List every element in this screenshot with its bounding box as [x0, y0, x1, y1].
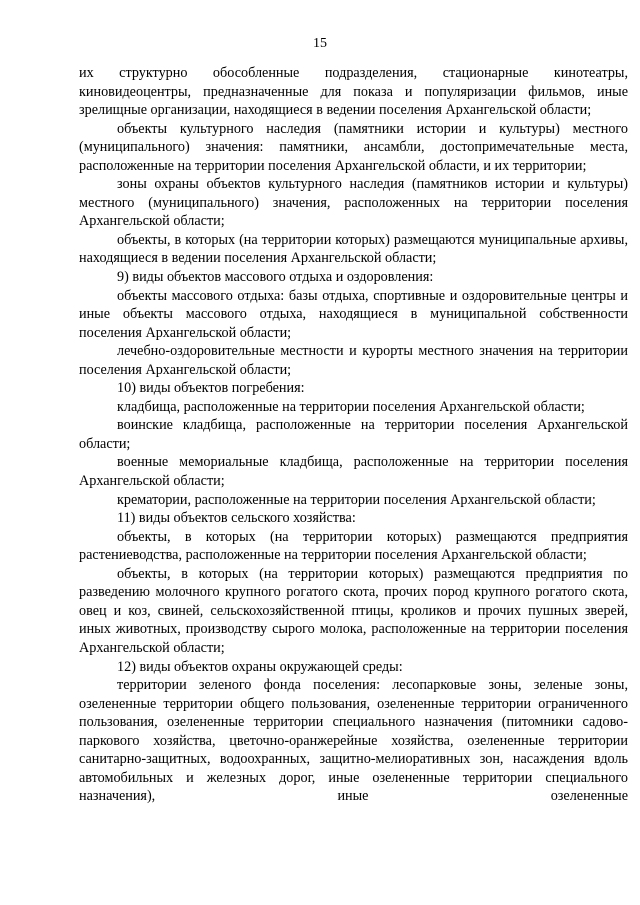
paragraph: крематории, расположенные на территории поселения Архангельской области;	[117, 491, 596, 508]
paragraph: их структурно обособленные подразделения, стационарные кинотеатры, киновидеоцентры, предназначенные для показа и популяризации фильмов, иные зрелищные организации, находящиеся в ведении поселения Архангельской области;	[79, 65, 628, 119]
document-body	[79, 64, 628, 806]
paragraph: объекты культурного наследия (памятники истории и культуры) местного (муниципального) значения: памятники, ансамбли, достопримечательные места, расположенные на территории поселения Архангельской области, и их территории;	[79, 120, 628, 174]
list-heading: 12) виды объектов охраны окружающей среды:	[117, 658, 403, 675]
list-heading: 10) виды объектов погребения:	[117, 380, 305, 397]
paragraph: кладбища, расположенные на территории поселения Архангельской области;	[117, 398, 585, 415]
list-heading: 11) виды объектов сельского хозяйства:	[117, 510, 356, 527]
paragraph: воинские кладбища, расположенные на территории поселения Архангельской области;	[79, 417, 628, 452]
paragraph: объекты, в которых (на территории которых) размещаются предприятия по разведению молочного крупного рогатого скота, прочих пород крупного рогатого скота, овец и коз, свиней, сельскохозяйственной птицы, кроликов и прочих пушных зверей, иных животных, производству сырого молока, расположенные на территории поселения Архангельской области;	[79, 565, 628, 656]
page-number: 15	[313, 36, 327, 51]
paragraph: объекты массового отдыха: базы отдыха, спортивные и оздоровительные центры и иные объекты массового отдыха, находящиеся в муниципальной собственности поселения Архангельской области;	[79, 287, 628, 341]
paragraph: территории зеленого фонда поселения: лесопарковые зоны, зеленые зоны, озелененные территории общего пользования, озелененные территории ограниченного пользования, озелененные территории специального назначения (питомники садово-паркового хозяйства, цветочно-оранжерейные хозяйства, озелененные территории санитарно-защитных, водоохранных, защитно-мелиоративных зон, насаждения вдоль автомобильных и железных дорог, иные озелененные территории специального назначения), иные озелененные	[79, 677, 628, 805]
paragraph: военные мемориальные кладбища, расположенные на территории поселения Архангельской области;	[79, 454, 628, 490]
paragraph: лечебно-оздоровительные местности и курорты местного значения на территории поселения Архангельской области;	[79, 343, 628, 378]
paragraph: объекты, в которых (на территории которых) размещаются муниципальные архивы, находящиеся в ведении поселения Архангельской области;	[79, 231, 628, 267]
paragraph: зоны охраны объектов культурного наследия (памятников истории и культуры) местного (муниципального) значения, расположенных на территории поселения Архангельской области;	[79, 176, 628, 230]
paragraph: объекты, в которых (на территории которых) размещаются предприятия растениеводства, расположенные на территории поселения Архангельской области;	[79, 528, 628, 564]
list-heading: 9) виды объектов массового отдыха и оздоровления:	[117, 269, 434, 286]
